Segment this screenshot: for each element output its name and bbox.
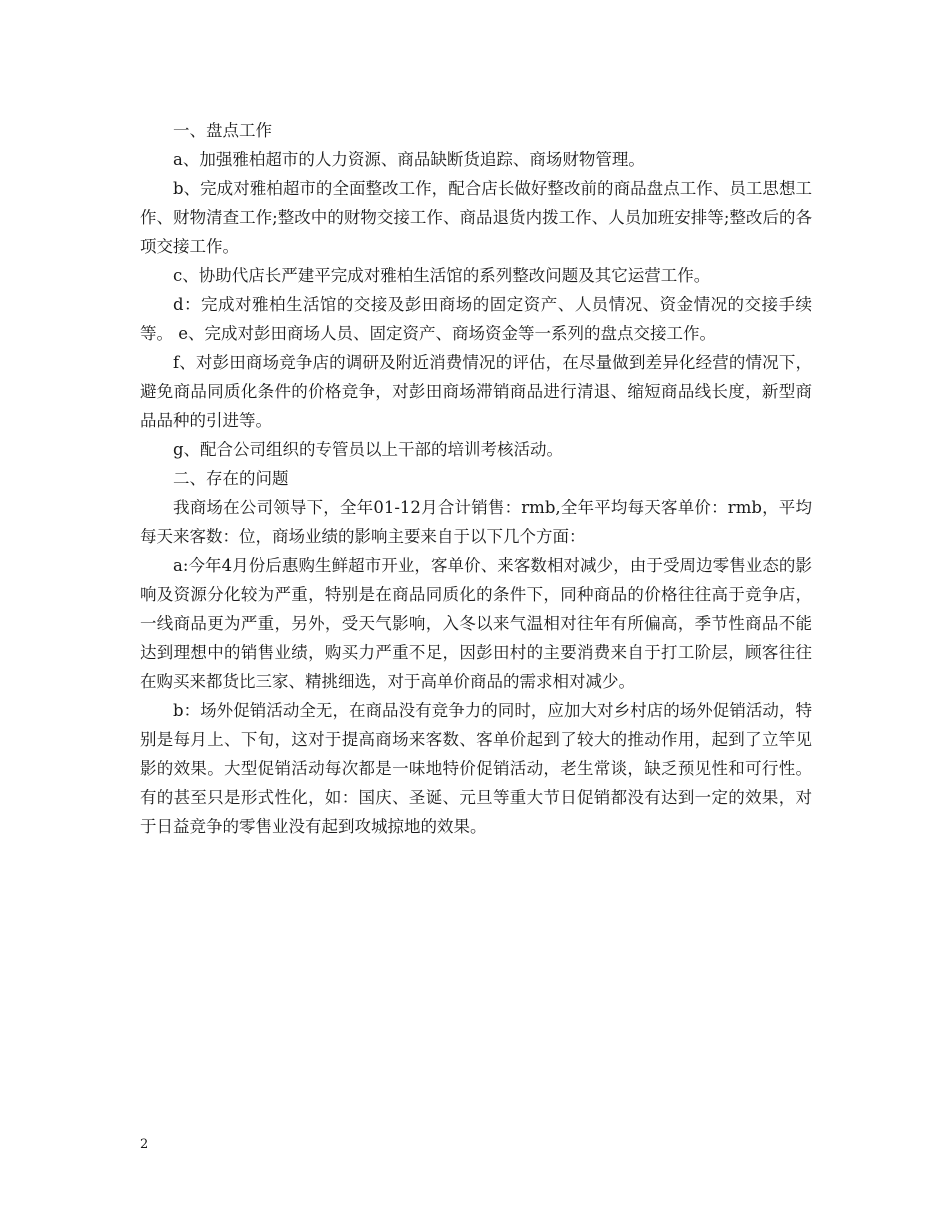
document-body [140,116,812,841]
paragraph-item-g: g、配合公司组织的专管员以上干部的培训考核活动。 [173,440,564,459]
paragraph-problem-b: b：场外促销活动全无，在商品没有竞争力的同时，应加大对乡村店的场外促销活动，特别是每月上、下旬，这对于提高商场来客数、客单价起到了较大的推动作用，起到了立竿见影的效果。大型促销活动每次都是一味地特价促销活动，老生常谈，缺乏预见性和可行性。有的甚至只是形式性化，如：国庆、圣诞、元旦等重大节日促销都没有达到一定的效果，对于日益竞争的零售业没有起到攻城掠地的效果。 [140,701,812,836]
paragraph-item-a: a、加强雅柏超市的人力资源、商品缺断货追踪、商场财物管理。 [173,150,645,169]
paragraph-item-b: b、完成对雅柏超市的全面整改工作，配合店长做好整改前的商品盘点工作、员工思想工作、财物清查工作;整改中的财物交接工作、商品退货内拨工作、人员加班安排等;整改后的各项交接工作。 [140,179,812,256]
paragraph-item-c: c、协助代店长严建平完成对雅柏生活馆的系列整改问题及其它运营工作。 [173,266,711,285]
page-number: 2 [140,1137,149,1152]
section-heading-inventory: 一、盘点工作 [173,121,272,140]
section-heading-problems: 二、存在的问题 [173,469,289,488]
paragraph-sales-summary: 我商场在公司领导下，全年01-12月合计销售：rmb,全年平均每天客单价：rmb，平均每天来客数：位，商场业绩的影响主要来自于以下几个方面： [140,498,812,546]
paragraph-problem-a: a:今年4月份后惠购生鲜超市开业，客单价、来客数相对减少，由于受周边零售业态的影响及资源分化较为严重，特别是在商品同质化的条件下，同种商品的价格往往高于竞争店，一线商品更为严重，另外，受天气影响，入冬以来气温相对往年有所偏高，季节性商品不能达到理想中的销售业绩，购买力严重不足，因彭田村的主要消费来自于打工阶层，顾客往往在购买来都货比三家、精挑细选，对于高单价商品的需求相对减少。 [140,556,812,691]
paragraph-item-f: f、对彭田商场竞争店的调研及附近消费情况的评估，在尽量做到差异化经营的情况下，避免商品同质化条件的价格竞争，对彭田商场滞销商品进行清退、缩短商品线长度，新型商品品种的引进等。 [140,353,812,430]
paragraph-item-d-e: d：完成对雅柏生活馆的交接及彭田商场的固定资产、人员情况、资金情况的交接手续等。 e、完成对彭田商场人员、固定资产、商场资金等一系列的盘点交接工作。 [140,295,812,343]
